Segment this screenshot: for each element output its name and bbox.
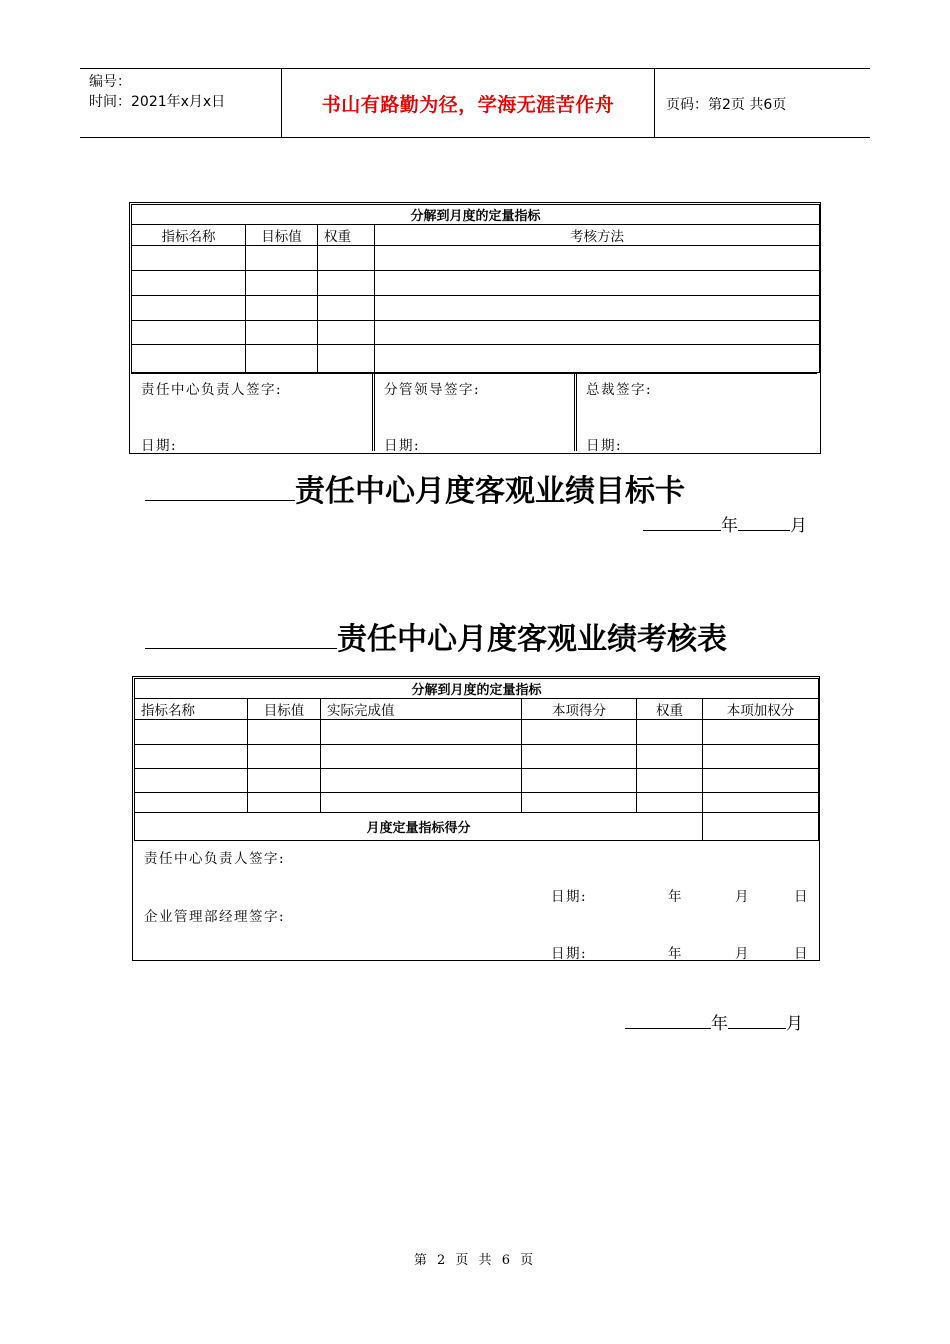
table-cell[interactable] bbox=[637, 720, 703, 745]
sig-responsible-label: 责任中心负责人签字: bbox=[144, 851, 286, 867]
table-cell[interactable] bbox=[637, 769, 703, 793]
year-label: 年 bbox=[721, 516, 738, 536]
target-card-table bbox=[131, 204, 820, 373]
name-blank[interactable] bbox=[145, 500, 295, 501]
review-table bbox=[134, 678, 819, 841]
year-label: 年 bbox=[711, 1014, 728, 1034]
table-cell[interactable] bbox=[135, 720, 248, 745]
table-cell[interactable] bbox=[246, 345, 318, 373]
sig-responsible-date: 日期: bbox=[141, 438, 178, 454]
sig-supervisor-date: 日期: bbox=[384, 438, 421, 454]
table-row bbox=[135, 720, 819, 745]
table-cell[interactable] bbox=[135, 793, 248, 813]
table-row bbox=[135, 769, 819, 793]
table-cell[interactable] bbox=[248, 793, 321, 813]
table-cell[interactable] bbox=[522, 720, 637, 745]
page-footer: 第 2 页 共 6 页 bbox=[413, 1253, 537, 1268]
month-blank[interactable] bbox=[738, 530, 790, 531]
header-motto: 书山有路勤为径，学海无涯苦作舟 bbox=[321, 93, 615, 116]
sig-date-label: 日期: bbox=[551, 889, 588, 905]
col-actual-value: 实际完成值 bbox=[321, 699, 522, 720]
monthly-score-value[interactable] bbox=[703, 813, 819, 841]
table-cell[interactable] bbox=[132, 345, 246, 373]
col-weight: 权重 bbox=[318, 225, 375, 246]
name-blank[interactable] bbox=[145, 648, 337, 649]
card-table-title: 分解到月度的定量指标 bbox=[132, 205, 820, 225]
sig-divider bbox=[574, 373, 575, 451]
header-page-info: 页码：第2页 共6页 bbox=[666, 97, 787, 113]
table-cell[interactable] bbox=[135, 769, 248, 793]
table-cell[interactable] bbox=[375, 321, 820, 345]
col-weight: 权重 bbox=[637, 699, 703, 720]
sig-year-char: 年 bbox=[668, 889, 683, 905]
header-divider bbox=[654, 69, 655, 137]
table-cell[interactable] bbox=[321, 745, 522, 769]
table-cell[interactable] bbox=[132, 296, 246, 321]
table-cell[interactable] bbox=[637, 745, 703, 769]
col-indicator-name: 指标名称 bbox=[132, 225, 246, 246]
year-blank[interactable] bbox=[643, 530, 721, 531]
col-weighted-score: 本项加权分 bbox=[703, 699, 819, 720]
table-cell[interactable] bbox=[375, 296, 820, 321]
table-cell[interactable] bbox=[318, 271, 375, 296]
table-cell[interactable] bbox=[321, 769, 522, 793]
table-cell[interactable] bbox=[321, 720, 522, 745]
table-cell[interactable] bbox=[703, 769, 819, 793]
table-cell[interactable] bbox=[318, 345, 375, 373]
table-row bbox=[135, 745, 819, 769]
review-table-title: 分解到月度的定量指标 bbox=[135, 679, 819, 699]
col-target-value: 目标值 bbox=[246, 225, 318, 246]
table-cell[interactable] bbox=[246, 246, 318, 271]
col-item-score: 本项得分 bbox=[522, 699, 637, 720]
review-title-line bbox=[145, 614, 727, 658]
time-label: 时间：2021年x月x日 bbox=[89, 94, 226, 110]
month-label: 月 bbox=[786, 1014, 803, 1034]
month-blank[interactable] bbox=[728, 1028, 786, 1029]
col-assessment-method: 考核方法 bbox=[375, 225, 820, 246]
table-row bbox=[132, 271, 820, 296]
sig-divider bbox=[372, 373, 373, 451]
table-cell[interactable] bbox=[248, 745, 321, 769]
page-header bbox=[80, 68, 870, 138]
sig-divider bbox=[576, 373, 577, 451]
table-cell[interactable] bbox=[248, 720, 321, 745]
table-cell[interactable] bbox=[522, 793, 637, 813]
card-year-month bbox=[643, 511, 807, 536]
code-label: 编号： bbox=[89, 74, 131, 90]
sig-date-label: 日期: bbox=[551, 946, 588, 962]
table-row bbox=[132, 296, 820, 321]
month-label: 月 bbox=[790, 516, 807, 536]
table-cell[interactable] bbox=[132, 246, 246, 271]
card-title: 责任中心月度客观业绩目标卡 bbox=[295, 474, 685, 509]
table-cell[interactable] bbox=[246, 271, 318, 296]
review-year-month bbox=[625, 1009, 803, 1034]
table-cell[interactable] bbox=[246, 321, 318, 345]
table-cell[interactable] bbox=[321, 793, 522, 813]
sig-manager-label: 企业管理部经理签字: bbox=[144, 909, 286, 925]
table-cell[interactable] bbox=[318, 296, 375, 321]
col-indicator-name: 指标名称 bbox=[135, 699, 248, 720]
sig-day-char: 日 bbox=[794, 946, 809, 962]
sig-supervisor-label: 分管领导签字: bbox=[384, 382, 481, 398]
table-row bbox=[135, 793, 819, 813]
table-cell[interactable] bbox=[637, 793, 703, 813]
table-cell[interactable] bbox=[703, 745, 819, 769]
table-cell[interactable] bbox=[522, 745, 637, 769]
table-cell[interactable] bbox=[318, 321, 375, 345]
table-cell[interactable] bbox=[132, 321, 246, 345]
sig-year-char: 年 bbox=[668, 946, 683, 962]
table-cell[interactable] bbox=[703, 720, 819, 745]
table-row bbox=[132, 345, 820, 373]
table-cell[interactable] bbox=[375, 271, 820, 296]
table-cell[interactable] bbox=[246, 296, 318, 321]
table-cell[interactable] bbox=[375, 246, 820, 271]
sig-responsible-label: 责任中心负责人签字: bbox=[141, 382, 283, 398]
sig-day-char: 日 bbox=[794, 889, 809, 905]
table-row bbox=[132, 321, 820, 345]
table-cell[interactable] bbox=[318, 246, 375, 271]
monthly-score-label: 月度定量指标得分 bbox=[135, 813, 703, 841]
sig-president-date: 日期: bbox=[586, 438, 623, 454]
table-cell[interactable] bbox=[522, 769, 637, 793]
header-meta bbox=[89, 72, 225, 112]
table-cell[interactable] bbox=[248, 769, 321, 793]
table-cell[interactable] bbox=[703, 793, 819, 813]
sig-month-char: 月 bbox=[735, 889, 750, 905]
card-title-line bbox=[145, 466, 685, 510]
col-target-value: 目标值 bbox=[248, 699, 321, 720]
review-title: 责任中心月度客观业绩考核表 bbox=[337, 622, 727, 657]
sig-divider bbox=[374, 373, 375, 451]
year-blank[interactable] bbox=[625, 1028, 711, 1029]
sig-month-char: 月 bbox=[735, 946, 750, 962]
sig-president-label: 总裁签字: bbox=[586, 382, 653, 398]
table-row bbox=[132, 246, 820, 271]
table-cell[interactable] bbox=[135, 745, 248, 769]
table-cell[interactable] bbox=[132, 271, 246, 296]
table-cell[interactable] bbox=[375, 345, 820, 373]
